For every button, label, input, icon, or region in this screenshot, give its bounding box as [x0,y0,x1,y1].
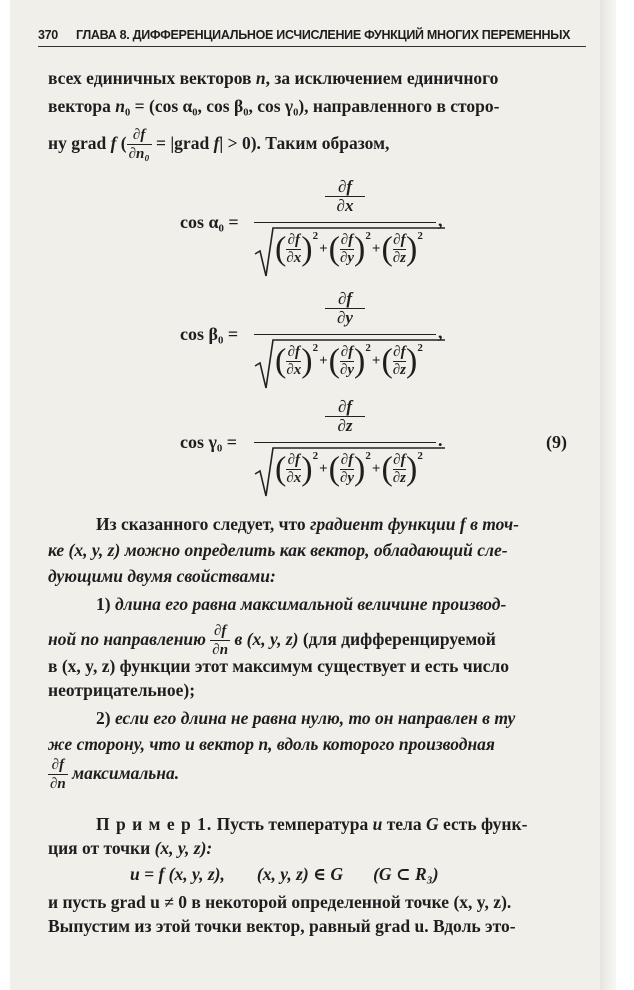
square-exp: 2 [312,341,319,354]
equation-punct: . [438,430,443,450]
num-top: ∂f [337,177,353,196]
text: f [213,133,220,154]
square-root [253,224,443,280]
fraction-df-dn [210,624,230,658]
text: G [426,814,439,834]
equation-punct: , [438,322,443,342]
paren-term: ($\frac{\partial f}{\partial y}$ )$^2$ [328,341,371,380]
fraction-df-dn [48,758,68,792]
square-exp: 2 [312,449,319,462]
formula-part: (G ⊂ R₃) [373,864,439,884]
intro-line-3 [48,128,588,162]
term-den: ∂x [286,362,302,378]
paren-term: ($\frac{\partial f}{\partial x}$ )$^2$ [275,229,319,268]
header-rule [38,46,586,47]
term-num: ∂f [393,452,406,468]
equation-lhs: cos α₀ = [180,212,239,232]
example-line-2 [48,836,588,860]
intro-line-2 [48,94,588,118]
paren-term: ($\frac{\partial f}{\partial z}$ )$^2$ [381,341,423,380]
equation-punct: , [438,210,443,230]
frac-num: ∂f [132,127,146,143]
radicand [275,449,423,488]
term-num: ∂f [287,452,300,468]
text: 2) [96,708,115,728]
equation-numerator [325,290,365,327]
plus: + [371,353,381,369]
example-formula [130,862,590,886]
term-num: ∂f [287,232,300,248]
vector-n: n [255,68,266,88]
text: u [372,814,383,834]
num-top: ∂f [337,289,353,308]
term-den: ∂x [286,250,302,266]
paren-term: ($\frac{\partial f}{\partial x}$ )$^2$ [275,341,319,380]
fraction-bar [254,442,436,443]
square-exp: 2 [417,449,423,462]
equation-lhs: cos γ₀ = [180,432,238,452]
frac-den: ∂n [50,776,66,792]
radicand [275,341,423,380]
term-den: ∂x [286,470,302,486]
equation-lhs: cos β₀ = [180,324,239,344]
example-line-1 [96,812,586,836]
text: , за исключением единичного [265,68,499,88]
text: 1) [96,594,115,614]
text: ( [116,133,127,154]
term-den: ∂y [339,470,355,486]
para-line-2: ке (x, y, z) можно определить как вектор, обладающий сле- [48,540,508,560]
num-bottom: ∂x [325,196,365,215]
paren-term: ($\frac{\partial f}{\partial z}$ )$^2$ [381,229,423,268]
paren-term: ($\frac{\partial f}{\partial y}$ )$^2$ [328,449,371,488]
equation-1 [180,178,500,278]
text: Пусть температура [212,814,373,834]
example-line-4: и пусть grad u ≠ 0 в некоторой определенной точке (x, y, z). [48,892,512,912]
prop1-line-3: в (x, y, z) функции этот максимум существует и есть число [48,656,509,676]
frac-num: ∂f [213,623,227,639]
example-line-5: Выпустим из этой точки вектор, равный grad u. Вдоль это- [48,916,516,936]
square-exp: 2 [365,449,371,462]
text: ну grad [48,133,111,154]
plus: + [319,353,328,369]
frac-den: ∂n [212,642,229,658]
square-exp: 2 [417,229,423,242]
emphasis: в (x, y, z) [230,629,299,650]
subscript: ₀ [125,96,131,116]
text: (для дифференцируемой [298,629,496,650]
equation-number: (9) [546,432,567,452]
emphasis: длина его равна максимальной величине производ- [114,594,507,614]
square-exp: 2 [312,229,319,242]
equation-2 [180,290,500,390]
text: | > 0). Таким образом, [219,133,390,154]
square-root [253,336,443,392]
text: f [110,133,117,154]
num-bottom: ∂z [325,416,365,435]
chapter-title: ГЛАВА 8. ДИФФЕРЕНЦИАЛЬНОЕ ИСЧИСЛЕНИЕ ФУНКЦИЙ МНОГИХ ПЕРЕМЕННЫХ [75,28,571,42]
prop2-line-2: же сторону, что и вектор n, вдоль которого производная [48,734,495,754]
paren-term: ($\frac{\partial f}{\partial y}$ )$^2$ [328,229,371,268]
term-den: ∂y [339,362,355,378]
prop1-line-4: неотрицательное); [48,680,196,700]
prop1-line-2 [48,624,588,658]
text: вектора [48,96,116,116]
text: = (cos α₀, cos β₀, cos γ₀), направленного в сторо- [130,96,500,116]
text: = |grad [151,133,214,154]
vector-n0: n [115,96,126,116]
emphasis: максимальна. [67,763,180,784]
term-num: ∂f [340,344,354,360]
formula-part: (x, y, z) ∈ G [256,864,344,884]
prop2-line-1 [96,706,586,730]
para-line-1 [96,512,586,536]
intro-line-1 [48,66,588,90]
plus: + [319,461,328,477]
emphasis: ной по направлению [48,629,211,650]
example-label: П р и м е р 1. [96,814,213,834]
term-den: ∂z [392,470,407,486]
emphasis: (x, y, z): [154,838,213,858]
paren-term: ($\frac{\partial f}{\partial x}$ )$^2$ [275,449,319,488]
term-num: ∂f [287,344,300,360]
equation-3 [180,398,500,498]
term-den: ∂z [392,362,407,378]
emphasis: если его длина не равна нулю, то он направлен в ту [114,708,516,728]
text: тела [382,814,426,834]
fraction-bar [254,222,436,223]
equation-numerator [325,178,365,215]
num-bottom: ∂y [325,308,365,327]
square-root [253,444,443,500]
page-gutter-shadow [600,0,616,990]
term-den: ∂z [392,250,407,266]
plus: + [371,241,381,257]
fraction-bar [254,334,436,335]
square-exp: 2 [417,341,423,354]
term-num: ∂f [340,232,354,248]
frac-den: ∂n₀ [128,146,150,162]
term-num: ∂f [393,344,406,360]
plus: + [319,241,328,257]
text: Из сказанного следует, что [96,514,311,534]
square-exp: 2 [365,229,371,242]
term-num: ∂f [340,452,354,468]
emphasis: градиент функции f в точ- [310,514,519,534]
prop1-line-1 [96,592,586,616]
square-exp: 2 [365,341,371,354]
term-den: ∂y [339,250,355,266]
text: всех единичных векторов [48,68,256,88]
radicand [275,229,423,268]
frac-num: ∂f [51,757,65,773]
running-header [38,28,586,42]
prop2-line-3 [48,758,588,792]
page-number: 370 [38,28,58,42]
text: есть функ- [438,814,528,834]
paren-term: ($\frac{\partial f}{\partial z}$ )$^2$ [381,449,423,488]
equation-numerator [325,398,365,435]
fraction-df-dn0 [127,128,152,162]
plus: + [371,461,381,477]
num-top: ∂f [337,397,353,416]
formula-part: u = f (x, y, z), [130,864,225,884]
para-line-3: дующими двумя свойствами: [48,566,276,586]
text: ция от точки [48,838,155,858]
term-num: ∂f [393,232,406,248]
